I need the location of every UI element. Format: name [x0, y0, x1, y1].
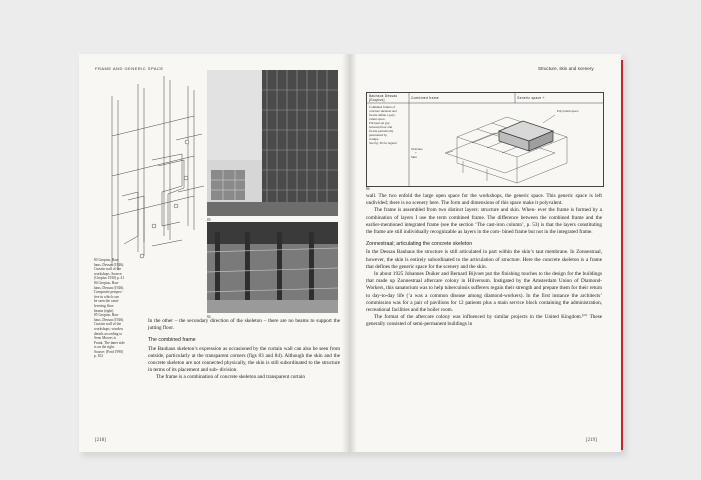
caption-line: Frank. The inner side — [94, 340, 125, 345]
caption-line: is on the right. — [94, 345, 115, 350]
right-body-text — [366, 193, 602, 329]
text-line: administration, recreational facilities and the boiler room. — [366, 299, 602, 314]
note-line: cramps. — [369, 137, 380, 141]
axonometric-frame-drawing — [445, 117, 567, 183]
paragraph-frame — [366, 207, 602, 236]
note-line: concrete skeleton and — [369, 109, 397, 113]
figure-84-drawing — [92, 76, 208, 286]
polyvalent-space-label: Polyvalent space — [557, 109, 579, 113]
caption-line: beams (right) — [94, 308, 114, 313]
caption-line: haus, Dessau (1926). — [94, 262, 125, 267]
caption-line: workshops. Source: — [94, 271, 123, 276]
caption-line: Curtain wall of the — [94, 267, 122, 272]
text-line: United Kingdom.¹⁰⁷ These generally consisted of semi-permanent buildings in — [366, 314, 603, 328]
paragraph-last — [148, 374, 340, 381]
table-note — [369, 105, 407, 145]
figure-85-photo-art — [207, 70, 338, 216]
left-caption — [94, 258, 140, 359]
paragraph-1925 — [366, 271, 602, 314]
figure-84-label: 84 — [207, 315, 211, 319]
caption-line: levering floor — [94, 303, 114, 308]
skin-label: Skin — [411, 155, 417, 159]
figure-85-label: 85 — [207, 218, 211, 222]
text-line: In the Dessau Bauhaus the structure is still articulated in part within the skin’s — [366, 249, 534, 256]
generic-space-block — [499, 121, 553, 151]
text-line: division. — [219, 367, 238, 374]
left-running-head: FRAME AND GENERIC SPACE — [95, 66, 164, 71]
note-line: facade periodically — [369, 129, 394, 133]
caption-line: Sven Mowes is — [94, 336, 116, 341]
text-line: frame. The difference between the combined frame and the earlier-mentioned — [366, 214, 602, 228]
text-line: skin is still subordinated to the structure in terms of its placement and sub- — [148, 360, 340, 374]
table-head-space: Generic space + — [517, 96, 545, 100]
note-line: facade define a poly- — [369, 113, 396, 117]
text-line: for a pair of pavilions for 12 patients plus a main service block containing the — [402, 299, 570, 306]
caption-line: details according to — [94, 331, 123, 336]
caption-line: Composite perspec- — [94, 290, 123, 295]
text-line: This generic space is left undivided; there is no scenery here. The form and — [366, 193, 602, 207]
left-body-text — [148, 318, 340, 382]
caption-line: 84 Gropius, Bau- — [94, 280, 119, 285]
caption-line: workshops; window — [94, 326, 124, 331]
table-head-architect: [Gropius] — [369, 98, 385, 102]
caption-line: haus, Dessau (1926). — [94, 317, 125, 322]
book-gutter — [342, 54, 356, 452]
text-line: The frame is assembled from two distinct layers: structure and skin. When- — [374, 207, 536, 214]
text-line: ever the frame is formed by a combination of layers I use the term combined — [366, 207, 602, 221]
text-line: bined frame but not in the integrated frame. — [502, 229, 593, 236]
caption-line: 83 Gropius, Bau- — [94, 258, 119, 262]
text-line: The Bauhaus skeleton’s expression as occasioned by the curtain wall can also — [148, 345, 312, 352]
text-line: touches to the design for the buildings that made up Zonnestraal aftercare — [366, 271, 602, 285]
paragraph-dessau — [366, 249, 602, 271]
note-line: Encloses an gap — [369, 121, 390, 125]
caption-line: p. 102 — [94, 354, 103, 359]
text-line: among diamond-workers). In the first instance the architects’ commission was — [366, 292, 602, 306]
text-line: In the other – the secondary direction of the skeleton – there are no beams to — [148, 318, 315, 324]
note-line: See fig. 36 for legend — [369, 141, 397, 145]
caption-line: (Gropius 1930) p. 41 — [94, 276, 125, 281]
text-line: integrated frame (see the section ‘The cast-iron column’, p. 53) is that the layers — [404, 221, 576, 228]
text-line: support the jutting floor. — [148, 318, 341, 332]
text-line: be seen from outside, particularly at the transparent corners (figs 83 and 84). — [148, 345, 340, 359]
caption-line: 85 Gropius, Bau- — [94, 313, 119, 318]
figure-85-photo — [207, 70, 338, 216]
text-line: The frame is a combination of concrete skeleton and transparent curtain — [156, 374, 305, 381]
structure-label: Structure — [411, 147, 423, 151]
text-line: wall. The two enfold the large open space for the workshops, the generic space. — [366, 193, 545, 199]
left-folio: [218] — [95, 438, 106, 443]
text-line: Although the skin and the concrete skeleton are not connected physically, the — [148, 352, 341, 367]
text-line: the generic space for the scenery and the skin. — [391, 263, 487, 270]
caption-line: haus, Dessau (1926). — [94, 285, 125, 290]
note-line: punctuated by — [369, 133, 387, 137]
plus-label: + — [415, 151, 417, 155]
text-line: this sanatorium was to help tuberculosis sufferers regain their strength and — [386, 285, 542, 292]
table-head-frame: Combined frame — [411, 96, 439, 100]
caption-line: tive in which can — [94, 294, 119, 299]
figure-84-photo-art — [207, 222, 338, 313]
text-line: taut membrane. In Zonnestraal, however, the skin is entirely subordinated to — [366, 249, 602, 263]
figure-86-label: 86 — [366, 187, 370, 191]
note-line: Combined frames of — [369, 105, 396, 109]
right-folio: [219] — [586, 438, 597, 443]
text-line: colony in Hilversum. Instigated by the Amsterdam Union of Diamond-Workers, — [366, 278, 602, 292]
text-line: The format of the aftercare colony was influenced by similar projects in the — [374, 314, 543, 321]
text-line: prepare them for their return to day-to-day life (’a was a common disease — [366, 285, 602, 299]
right-subheading: Zonnestraal; articulating the concrete skeleton — [366, 241, 473, 248]
figure-86-table — [366, 92, 604, 187]
paragraph-cont — [366, 193, 602, 207]
paragraph-format — [366, 314, 602, 328]
figure-84-photo — [207, 222, 338, 313]
left-subheading: The combined frame — [148, 337, 196, 344]
note-line: valent space. — [369, 117, 386, 121]
paragraph-main — [148, 346, 340, 375]
caption-line: Source: (Ford 1990) — [94, 349, 124, 354]
paragraph-top — [148, 318, 340, 332]
note-line: between floor and — [369, 125, 393, 129]
text-line: the articulation of structure. Here the concrete skeleton is a frame that defines — [366, 256, 602, 270]
right-running-head: Structure, skin and scenery — [538, 66, 594, 71]
text-line: constituting the frame are still individually recognizable as layers in the com- — [366, 221, 603, 236]
text-line: dimensions of this space make it polyvalent. — [470, 200, 563, 207]
caption-line: Curtain wall of the — [94, 322, 122, 327]
table-head-project: Bauhaus Dessau — [369, 94, 398, 98]
caption-line: be seen the canti- — [94, 299, 120, 304]
text-line: In about 1925 Johannes Duiker and Bernard Bijvoet put the finishing — [374, 271, 520, 278]
